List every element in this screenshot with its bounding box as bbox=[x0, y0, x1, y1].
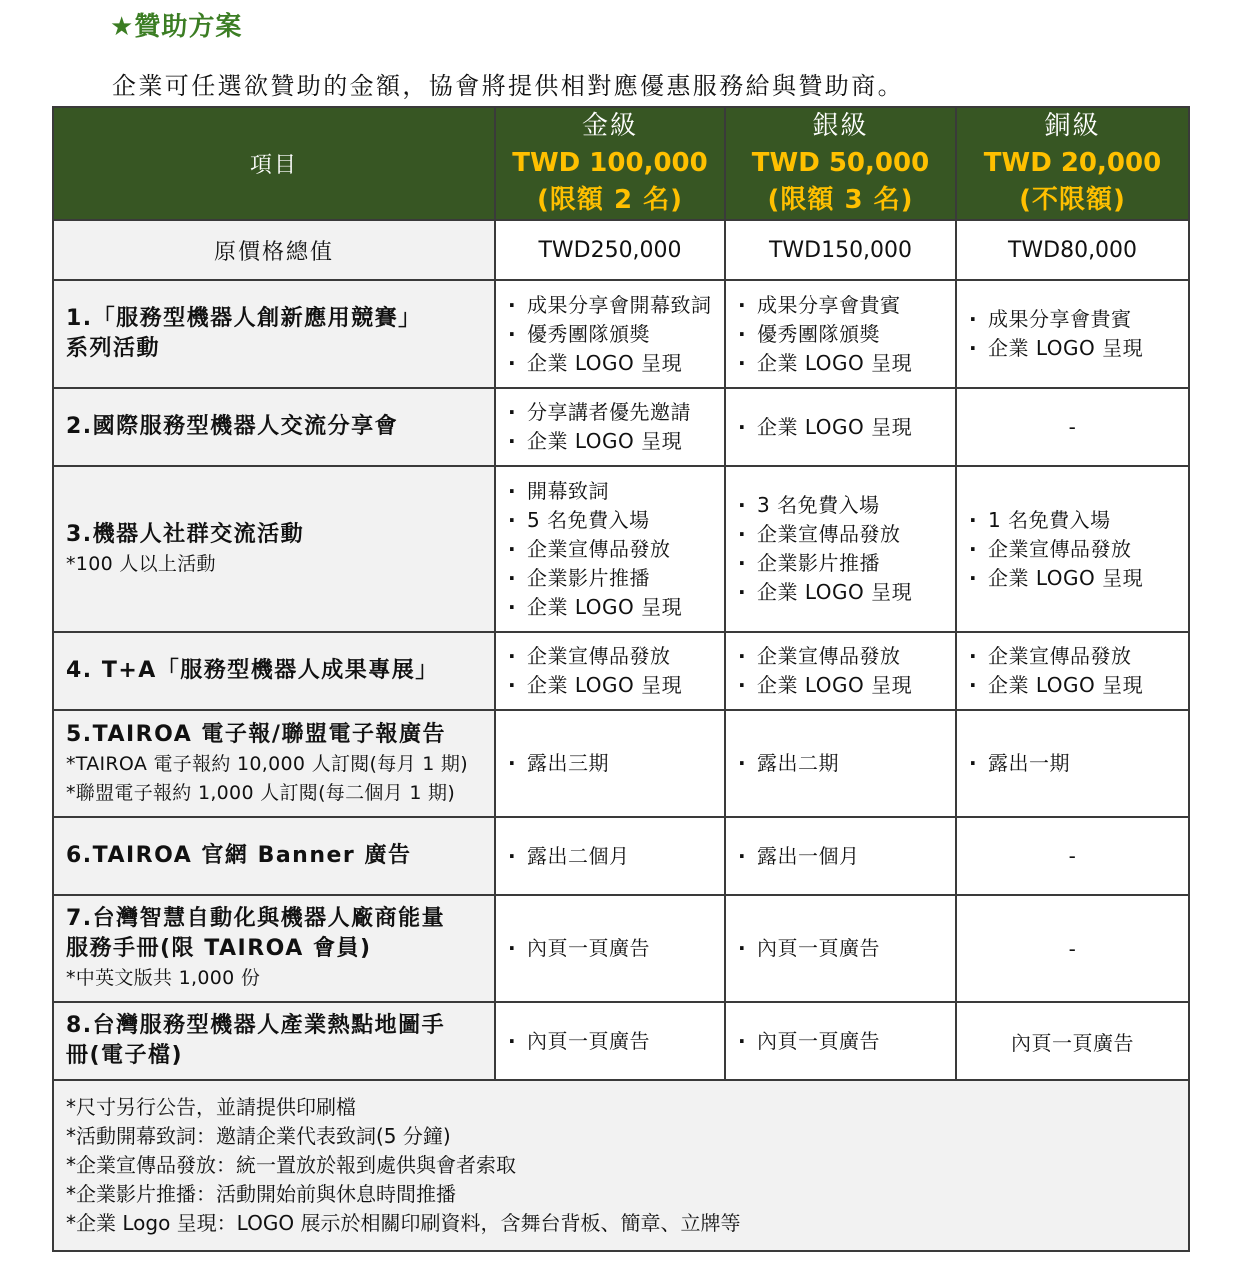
benefit-item: · 內頁一頁廣告 bbox=[738, 1027, 951, 1056]
item-title: 服務手冊(限 TAIROA 會員) bbox=[66, 936, 372, 961]
benefit-item: · 優秀團隊頒獎 bbox=[508, 320, 720, 349]
benefit-list bbox=[738, 291, 951, 378]
benefit-item: · 企業影片推播 bbox=[738, 549, 951, 578]
benefit-item: · 露出二期 bbox=[738, 749, 951, 778]
benefit-item: · 企業 LOGO 呈現 bbox=[508, 593, 720, 622]
benefit-item: · 企業宣傳品發放 bbox=[969, 535, 1184, 564]
column-header-silver-tier bbox=[725, 107, 956, 220]
tier-quota: (不限額) bbox=[1019, 185, 1126, 215]
item-note: *100 人以上活動 bbox=[66, 552, 216, 575]
item-note: *聯盟電子報約 1,000 人訂閱(每二個月 1 期) bbox=[66, 781, 456, 804]
benefit-list bbox=[738, 1027, 951, 1056]
benefit-list bbox=[738, 491, 951, 607]
benefit-list bbox=[969, 305, 1184, 363]
item-cell bbox=[53, 632, 495, 710]
item-title: 7.台灣智慧自動化與機器人廠商能量 bbox=[66, 906, 446, 931]
benefit-item: · 企業 LOGO 呈現 bbox=[508, 671, 720, 700]
benefit-cell-gold bbox=[495, 466, 725, 632]
table-row bbox=[53, 895, 1189, 1002]
benefit-item: · 企業影片推播 bbox=[508, 564, 720, 593]
benefit-item: · 分享講者優先邀請 bbox=[508, 398, 720, 427]
column-header-bronze-tier bbox=[956, 107, 1189, 220]
benefit-list bbox=[508, 842, 720, 871]
benefit-item: · 企業 LOGO 呈現 bbox=[508, 427, 720, 456]
benefit-cell-gold bbox=[495, 1002, 725, 1080]
benefit-item: · 企業宣傳品發放 bbox=[508, 642, 720, 671]
benefit-item: · 露出二個月 bbox=[508, 842, 720, 871]
footnote-line: *企業宣傳品發放：統一置放於報到處供與會者索取 bbox=[66, 1153, 516, 1177]
item-cell bbox=[53, 895, 495, 1002]
benefit-item: · 企業 LOGO 呈現 bbox=[738, 413, 951, 442]
benefit-cell-bronze: 內頁一頁廣告 bbox=[956, 1002, 1189, 1080]
benefit-cell-bronze bbox=[956, 710, 1189, 817]
item-cell bbox=[53, 1002, 495, 1080]
table-row bbox=[53, 388, 1189, 466]
table-row bbox=[53, 632, 1189, 710]
benefit-item: · 成果分享會開幕致詞 bbox=[508, 291, 720, 320]
benefit-list bbox=[508, 1027, 720, 1056]
benefit-cell-bronze: - bbox=[956, 895, 1189, 1002]
benefit-item: · 企業宣傳品發放 bbox=[738, 520, 951, 549]
item-title: 系列活動 bbox=[66, 336, 161, 361]
benefit-list bbox=[738, 842, 951, 871]
benefit-list bbox=[508, 642, 720, 700]
footnote-line: *活動開幕致詞：邀請企業代表致詞(5 分鐘) bbox=[66, 1124, 451, 1148]
benefit-cell-silver bbox=[725, 1002, 956, 1080]
benefit-cell-silver bbox=[725, 632, 956, 710]
footnote-line: *企業 Logo 呈現：LOGO 展示於相關印刷資料，含舞台背板、簡章、立牌等 bbox=[66, 1211, 741, 1235]
item-title: 2.國際服務型機器人交流分享會 bbox=[66, 414, 399, 439]
original-value-bronze: TWD80,000 bbox=[956, 220, 1189, 280]
benefit-cell-gold bbox=[495, 817, 725, 895]
tier-price: TWD 50,000 bbox=[751, 148, 930, 178]
section-heading bbox=[110, 10, 242, 44]
benefit-item: · 露出一個月 bbox=[738, 842, 951, 871]
footnotes-row bbox=[53, 1080, 1189, 1251]
benefit-item: · 3 名免費入場 bbox=[738, 491, 951, 520]
item-title: 3.機器人社群交流活動 bbox=[66, 521, 305, 547]
benefit-item: · 內頁一頁廣告 bbox=[738, 934, 951, 963]
benefit-item: · 企業宣傳品發放 bbox=[508, 535, 720, 564]
item-title: 5.TAIROA 電子報/聯盟電子報廣告 bbox=[66, 721, 446, 747]
tier-quota: (限額 2 名) bbox=[537, 185, 683, 215]
benefit-item: · 露出一期 bbox=[969, 749, 1184, 778]
item-title: 8.台灣服務型機器人產業熱點地圖手 bbox=[66, 1013, 446, 1038]
table-row bbox=[53, 1002, 1189, 1080]
sponsorship-table bbox=[52, 106, 1190, 1252]
benefit-cell-bronze bbox=[956, 466, 1189, 632]
item-note: *中英文版共 1,000 份 bbox=[66, 967, 261, 989]
benefit-item: · 1 名免費入場 bbox=[969, 506, 1184, 535]
benefit-cell-gold bbox=[495, 280, 725, 388]
original-value-row bbox=[53, 220, 1189, 280]
benefit-cell-silver bbox=[725, 817, 956, 895]
benefit-item: · 企業宣傳品發放 bbox=[738, 642, 951, 671]
original-value-gold: TWD250,000 bbox=[495, 220, 725, 280]
tier-quota: (限額 3 名) bbox=[767, 185, 914, 215]
column-header-gold-tier bbox=[495, 107, 725, 220]
benefit-item: · 企業 LOGO 呈現 bbox=[969, 564, 1184, 593]
benefit-cell-silver bbox=[725, 280, 956, 388]
header-row bbox=[53, 107, 1189, 220]
footnote-line: *尺寸另行公告，並請提供印刷檔 bbox=[66, 1095, 356, 1119]
benefit-item: · 露出三期 bbox=[508, 749, 720, 778]
item-cell bbox=[53, 280, 495, 388]
tier-name: 銅級 bbox=[1044, 111, 1101, 141]
original-value-silver: TWD150,000 bbox=[725, 220, 956, 280]
item-title: 1.「服務型機器人創新應用競賽」 bbox=[66, 306, 422, 331]
benefit-item: · 企業 LOGO 呈現 bbox=[508, 349, 720, 378]
benefit-cell-gold bbox=[495, 710, 725, 817]
benefit-cell-gold bbox=[495, 388, 725, 466]
benefit-item: · 成果分享會貴賓 bbox=[969, 305, 1184, 334]
benefit-cell-gold bbox=[495, 895, 725, 1002]
benefit-item: · 開幕致詞 bbox=[508, 477, 720, 506]
tier-price: TWD 100,000 bbox=[512, 148, 708, 178]
tier-name: 銀級 bbox=[812, 111, 869, 141]
benefit-cell-bronze: - bbox=[956, 388, 1189, 466]
benefit-item: · 企業 LOGO 呈現 bbox=[738, 671, 951, 700]
benefit-item: · 內頁一頁廣告 bbox=[508, 934, 720, 963]
benefit-list bbox=[508, 398, 720, 456]
section-title: 贊助方案 bbox=[134, 12, 243, 42]
benefit-list bbox=[969, 749, 1184, 778]
benefit-item: · 成果分享會貴賓 bbox=[738, 291, 951, 320]
tier-price: TWD 20,000 bbox=[983, 148, 1162, 178]
benefit-list bbox=[508, 934, 720, 963]
benefit-item: · 企業 LOGO 呈現 bbox=[969, 334, 1184, 363]
item-cell bbox=[53, 388, 495, 466]
benefit-list bbox=[508, 291, 720, 378]
benefit-item: · 企業 LOGO 呈現 bbox=[969, 671, 1184, 700]
benefit-list bbox=[738, 642, 951, 700]
benefit-cell-bronze bbox=[956, 632, 1189, 710]
column-header-item: 項目 bbox=[53, 107, 495, 220]
tier-name: 金級 bbox=[581, 111, 638, 141]
benefit-list bbox=[738, 413, 951, 442]
table-row bbox=[53, 280, 1189, 388]
benefit-item: · 優秀團隊頒獎 bbox=[738, 320, 951, 349]
item-title: 4. T+A「服務型機器人成果專展」 bbox=[66, 658, 439, 683]
benefit-item: · 企業宣傳品發放 bbox=[969, 642, 1184, 671]
benefit-item: · 內頁一頁廣告 bbox=[508, 1027, 720, 1056]
original-value-label: 原價格總值 bbox=[53, 220, 495, 280]
benefit-list bbox=[738, 749, 951, 778]
benefit-list bbox=[508, 749, 720, 778]
table-row bbox=[53, 817, 1189, 895]
star-icon: ★ bbox=[110, 12, 135, 42]
item-title: 冊(電子檔) bbox=[66, 1043, 184, 1068]
benefit-list bbox=[969, 642, 1184, 700]
benefit-list bbox=[738, 934, 951, 963]
benefit-item: · 企業 LOGO 呈現 bbox=[738, 578, 951, 607]
benefit-cell-silver bbox=[725, 466, 956, 632]
footnotes-cell bbox=[53, 1080, 1189, 1251]
benefit-cell-bronze: - bbox=[956, 817, 1189, 895]
item-cell bbox=[53, 817, 495, 895]
item-note: *TAIROA 電子報約 10,000 人訂閱(每月 1 期) bbox=[66, 752, 468, 775]
benefit-cell-gold bbox=[495, 632, 725, 710]
footnote-line: *企業影片推播：活動開始前與休息時間推播 bbox=[66, 1182, 456, 1206]
benefit-item: · 5 名免費入場 bbox=[508, 506, 720, 535]
item-title: 6.TAIROA 官網 Banner 廣告 bbox=[66, 843, 412, 868]
benefit-cell-silver bbox=[725, 388, 956, 466]
benefit-list bbox=[969, 506, 1184, 593]
benefit-item: · 企業 LOGO 呈現 bbox=[738, 349, 951, 378]
table-row bbox=[53, 466, 1189, 632]
benefit-cell-bronze bbox=[956, 280, 1189, 388]
item-cell bbox=[53, 466, 495, 632]
benefit-cell-silver bbox=[725, 710, 956, 817]
benefit-list bbox=[508, 477, 720, 622]
benefit-cell-silver bbox=[725, 895, 956, 1002]
table-row bbox=[53, 710, 1189, 817]
intro-text: 企業可任選欲贊助的金額，協會將提供相對應優惠服務給與贊助商。 bbox=[112, 72, 904, 100]
item-cell bbox=[53, 710, 495, 817]
